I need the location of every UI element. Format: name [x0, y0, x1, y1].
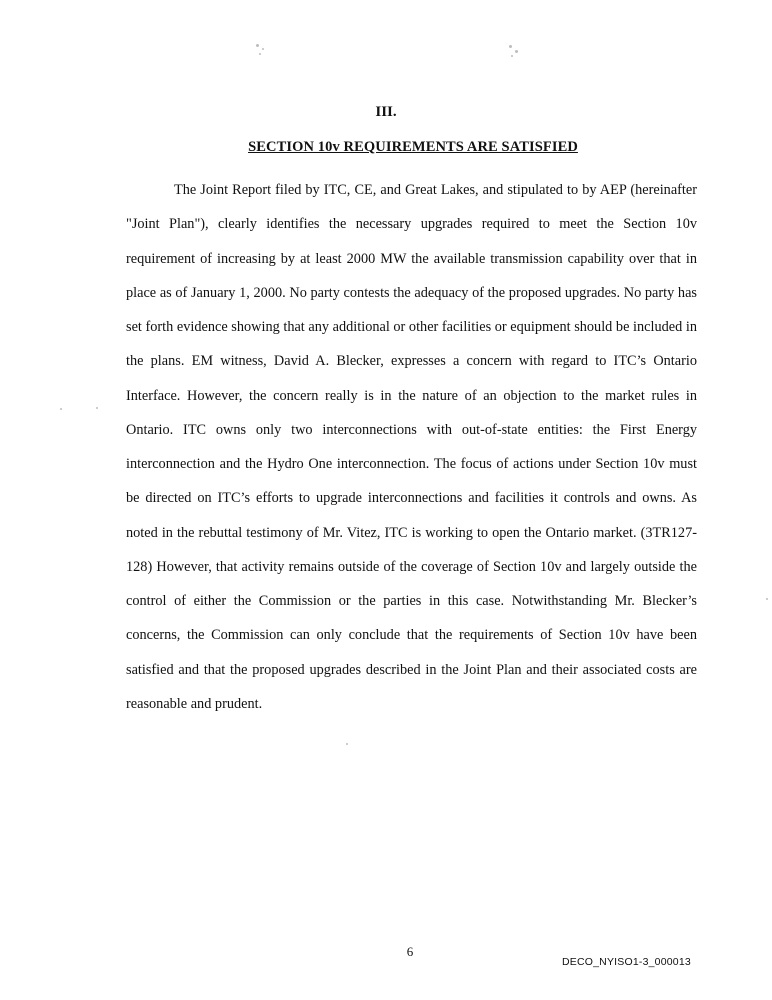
bates-stamp: DECO_NYISO1-3_000013 — [562, 956, 691, 968]
page-number: 6 — [406, 944, 414, 959]
section-heading: SECTION 10v REQUIREMENTS ARE SATISFIED — [248, 139, 578, 155]
scan-speck — [96, 407, 98, 409]
scan-speck — [256, 44, 259, 47]
section-number: III. — [375, 104, 397, 120]
scan-speck — [511, 55, 513, 57]
scan-speck — [766, 598, 768, 600]
scan-speck — [60, 408, 62, 410]
body-paragraph: The Joint Report filed by ITC, CE, and Great Lakes, and stipulated to by AEP (hereinafter "Joint Plan"), clearly identifies the necessary upgrades required to meet the Section 10v requirement of increasing by at least 2000 MW the available transmission capability over that in place as of January 1, 2000. No party contests the adequacy of the proposed upgrades. No party has set forth evidence showing that any additional or other facilities or equipment should be included in the plans. EM witness, David A. Blecker, expresses a concern with regard to ITC’s Ontario Interface. However, the concern really is in the nature of an objection to the market rules in Ontario. ITC owns only two interconnections with out-of-state entities: the First Energy interconnection and the Hydro One interconnection. The focus of actions under Section 10v must be directed on ITC’s efforts to upgrade interconnections and facilities it controls and owns. As noted in the rebuttal testimony of Mr. Vitez, ITC is working to open the Ontario market. (3TR127-128) However, that activity remains outside of the coverage of Section 10v and largely outside the control of either the Commission or the parties in this case. Notwithstanding Mr. Blecker’s concerns, the Commission can only conclude that the requirements of Section 10v have been satisfied and that the proposed upgrades described in the Joint Plan and their associated costs are reasonable and prudent. — [126, 182, 697, 712]
scan-speck — [509, 45, 512, 48]
scan-speck — [262, 48, 264, 50]
scan-speck — [259, 53, 261, 55]
scan-speck — [515, 50, 518, 53]
scan-speck — [346, 743, 348, 745]
